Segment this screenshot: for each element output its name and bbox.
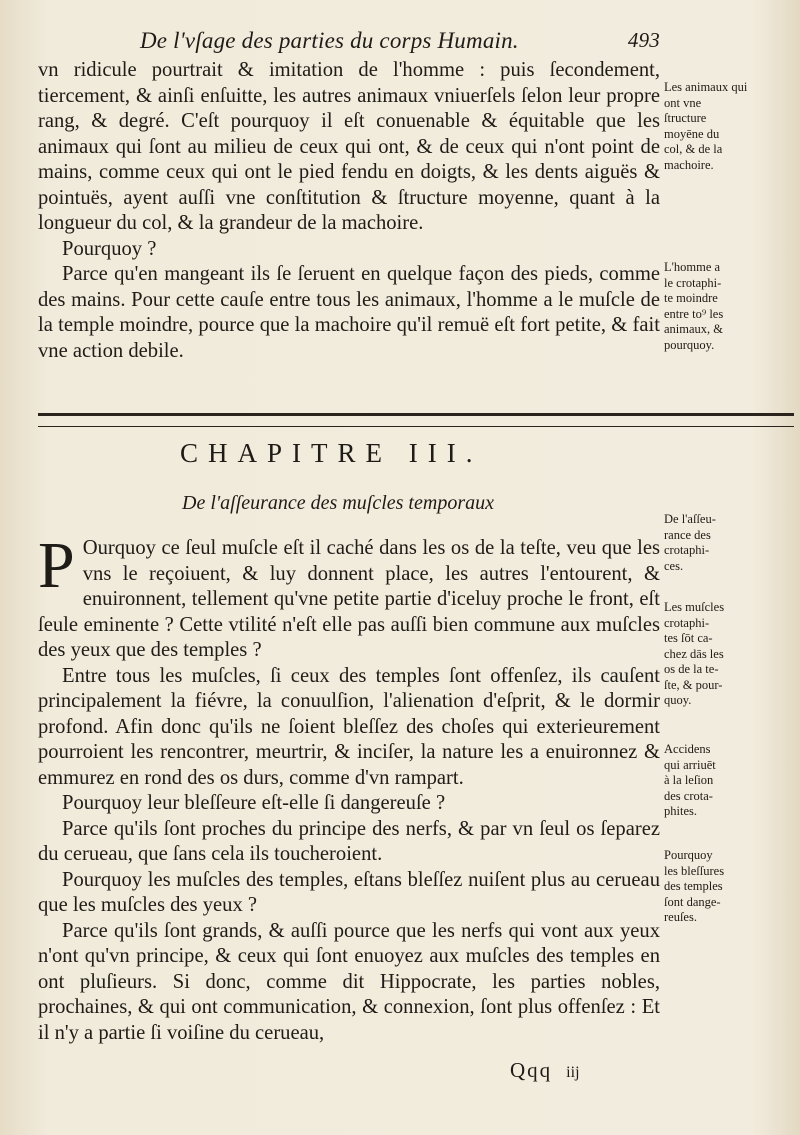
margin-note: Les muſcles crotaphi- tes ſōt ca- chez dās les os de la te- ſte, & pour- quoy. (664, 600, 725, 707)
page-number: 493 (627, 28, 660, 52)
paragraph (38, 529, 660, 664)
paragraph: Parce qu'ils ſont grands, & auſſi pource que les nerfs qui vont aux yeux n'ont qu'vn principe, & ceux qui ſont enuoyez aux muſcles des temples en ont pluſieurs. Si donc, comme dit Hippocrate, les parties nobles, prochaines, & qui ont communication, & connexion, ſont plus offenſez : Et il n'y a partie ſi voiſine du cerueau, (38, 919, 660, 1044)
signature-number: iij (566, 1064, 580, 1081)
section-divider (38, 413, 794, 427)
margin-note: Pourquoy les bleſſures des temples ſont dange- reuſes. (664, 848, 725, 924)
paragraph: vn ridicule pourtrait & imitation de l'homme : puis ſecondement, tiercement, & ainſi enſuitte, les autres animaux vniuerſels ſelon leur propre rang, & degré. C'eſt pourquoy il eſt conuenable & équitable que les animaux qui ſont au milieu de ceux qui ont, & de ceux qui n'ont point de mains, comme ceux qui ont le pied fendu en doigts, & les dents aiguës & pointuës, ayent auſſi vne conſtitution & ſtructure moyenne, quant à la longueur du col, & la grandeur de la machoire. (38, 59, 660, 234)
margin-note: Les animaux qui ont vne ſtructure moyēne du col, & de la machoire. (664, 80, 748, 172)
margin-note: De l'aſſeu- rance des crotaphi- ces. (664, 512, 716, 573)
margin-note: L'homme a le crotaphi- te moindre entre to⁹ les animaux, & pourquoy. (664, 260, 724, 352)
paragraph: Parce qu'en mangeant ils ſe ſeruent en quelque façon des pieds, comme des mains. Pour cette cauſe entre tous les animaux, l'homme a le muſcle de la temple moindre, pource que la machoire qu'il remuë eſt fort petite, & fait vne action debile. (38, 263, 660, 362)
question-line: Pourquoy les muſcles des temples, eſtans bleſſez nuiſent plus au cerueau que les muſcles des yeux ? (38, 868, 660, 916)
paragraph: Entre tous les muſcles, ſi ceux des temples ſont offenſez, ils cauſent principalement la fiévre, la conuulſion, l'alienation d'eſprit, & le dormir profond. Afin donc qu'ils ne ſoient bleſſez des choſes qui exterieurement pourroient les rencontrer, meurtrir, & inciſer, la nature les a enuironnez & emmurez en rond des os durs, comme d'vn rampart. (38, 664, 660, 789)
signature-letters: Qqq (510, 1058, 553, 1082)
paragraph: Parce qu'ils ſont proches du principe des nerfs, & par vn ſeul os ſeparez du cerueau, que ſans cela ils toucheroient. (38, 817, 660, 865)
drop-cap: P (38, 529, 75, 602)
chapter-subtitle: De l'aſſeurance des muſcles temporaux (182, 492, 494, 514)
question-line: Pourquoy leur bleſſeure eſt-elle ſi dangereuſe ? (62, 792, 446, 814)
signature-mark (510, 1058, 580, 1083)
question-line: Pourquoy ? (62, 237, 157, 260)
paragraph-text: Ourquoy ce ſeul muſcle eſt il caché dans les os de la teſte, veu que les vns le reçoiuent, & luy donnent place, les autres l'entourent, & enuironnent, tellement qu'vne petite partie d'iceluy proche le front, eſt ſeule eminente ? Cette vtilité n'eſt elle pas auſſi bien commune aux muſcles des yeux que des temples ? (38, 537, 660, 661)
running-header (140, 28, 660, 58)
margin-note: Accidens qui arriuēt à la leſion des crota- phites. (664, 742, 716, 818)
text-block-top (38, 58, 660, 364)
chapter-heading: CHAPITRE III. (180, 438, 483, 468)
running-title: De l'vſage des parties du corps Humain. (140, 28, 519, 53)
text-block-chapter (38, 529, 660, 1046)
